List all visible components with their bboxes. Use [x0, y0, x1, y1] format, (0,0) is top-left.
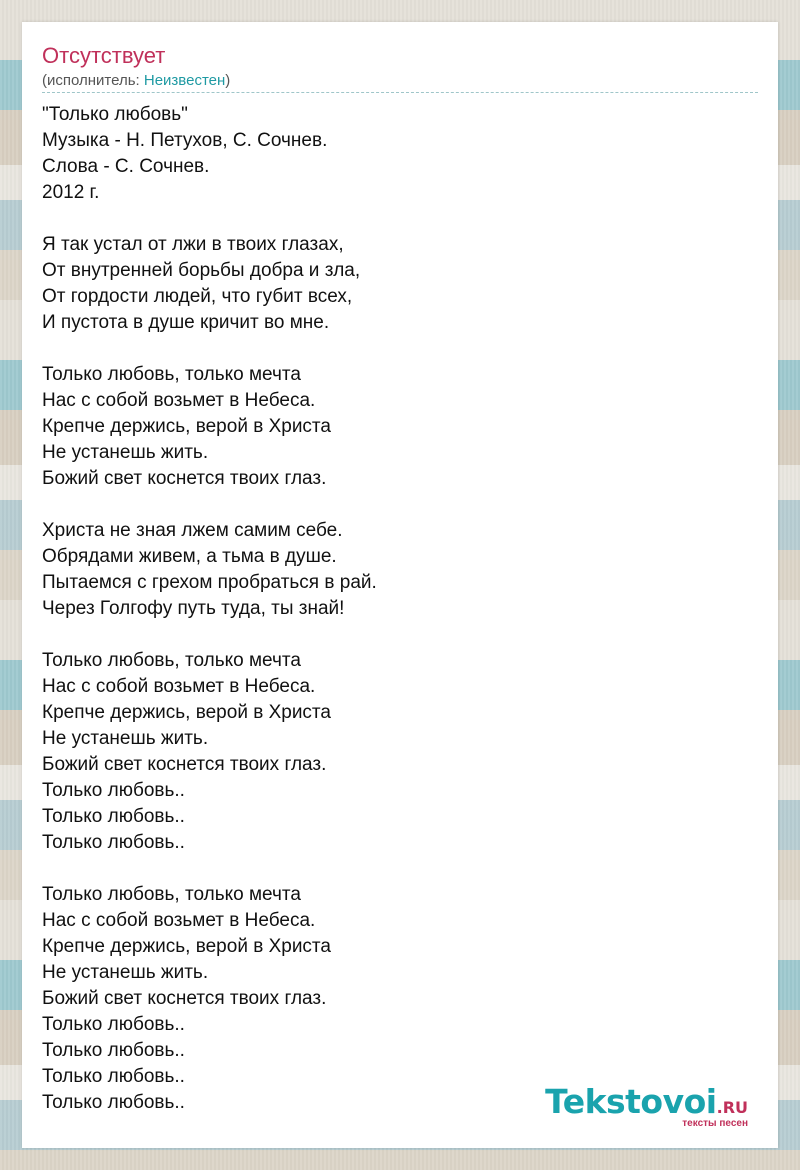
lyrics-line: Обрядами живем, а тьма в душе. — [42, 546, 337, 567]
lyrics-line: Музыка - Н. Петухов, С. Сочнев. — [42, 130, 328, 151]
lyrics-stanza — [42, 362, 758, 492]
lyrics-line: Только любовь.. — [42, 1014, 185, 1035]
lyrics-line: Я так устал от лжи в твоих глазах, — [42, 234, 344, 255]
lyrics-line: Только любовь.. — [42, 780, 185, 801]
lyrics-line: 2012 г. — [42, 182, 100, 203]
lyrics-line: Не устанешь жить. — [42, 962, 209, 983]
header-divider — [42, 92, 758, 93]
lyrics-line: Крепче держись, верой в Христа — [42, 416, 331, 437]
lyrics-line: "Только любовь" — [42, 104, 188, 125]
lyrics-line: Крепче держись, верой в Христа — [42, 702, 331, 723]
lyrics-body — [42, 102, 758, 1142]
lyrics-line: Не устанешь жить. — [42, 442, 209, 463]
lyrics-stanza — [42, 232, 758, 336]
performer-prefix: (исполнитель: — [42, 72, 144, 89]
lyrics-line: Нас с собой возьмет в Небеса. — [42, 390, 316, 411]
logo-name: Tekstovoi — [545, 1082, 717, 1121]
lyrics-line: Не устанешь жить. — [42, 728, 209, 749]
lyrics-line: Только любовь.. — [42, 1092, 185, 1113]
lyrics-line: Крепче держись, верой в Христа — [42, 936, 331, 957]
lyrics-line: Божий свет коснется твоих глаз. — [42, 988, 327, 1009]
lyrics-line: Нас с собой возьмет в Небеса. — [42, 910, 316, 931]
lyrics-line: Только любовь.. — [42, 806, 185, 827]
lyrics-line: Только любовь, только мечта — [42, 650, 301, 671]
lyrics-line: Божий свет коснется твоих глаз. — [42, 468, 327, 489]
lyrics-stanza — [42, 102, 758, 206]
lyrics-line: Пытаемся с грехом пробраться в рай. — [42, 572, 377, 593]
performer-link[interactable]: Неизвестен — [143, 72, 226, 89]
lyrics-line: От гордости людей, что губит всех, — [42, 286, 353, 307]
lyrics-line: Только любовь, только мечта — [42, 364, 301, 385]
song-title: Отсутствует — [42, 43, 166, 68]
lyrics-stanza — [42, 648, 758, 856]
lyrics-stanza — [42, 518, 758, 622]
site-logo[interactable] — [545, 1082, 748, 1129]
lyrics-line: Христа не зная лжем самим себе. — [42, 520, 343, 541]
lyrics-line: Божий свет коснется твоих глаз. — [42, 754, 327, 775]
lyrics-line: Через Голгофу путь туда, ты знай! — [42, 598, 345, 619]
performer-suffix: ) — [225, 72, 231, 89]
lyrics-card — [22, 22, 778, 1148]
lyrics-stanza — [42, 882, 758, 1116]
lyrics-line: Только любовь.. — [42, 1040, 185, 1061]
lyrics-line: Только любовь, только мечта — [42, 884, 301, 905]
logo-domain: .RU — [716, 1098, 748, 1117]
performer-line — [42, 71, 230, 91]
lyrics-line: Только любовь.. — [42, 1066, 185, 1087]
logo-tagline: тексты песен — [682, 1118, 748, 1129]
lyrics-line: И пустота в душе кричит во мне. — [42, 312, 330, 333]
lyrics-line: Нас с собой возьмет в Небеса. — [42, 676, 316, 697]
lyrics-line: Слова - С. Сочнев. — [42, 156, 210, 177]
lyrics-line: Только любовь.. — [42, 832, 185, 853]
lyrics-line: От внутренней борьбы добра и зла, — [42, 260, 361, 281]
